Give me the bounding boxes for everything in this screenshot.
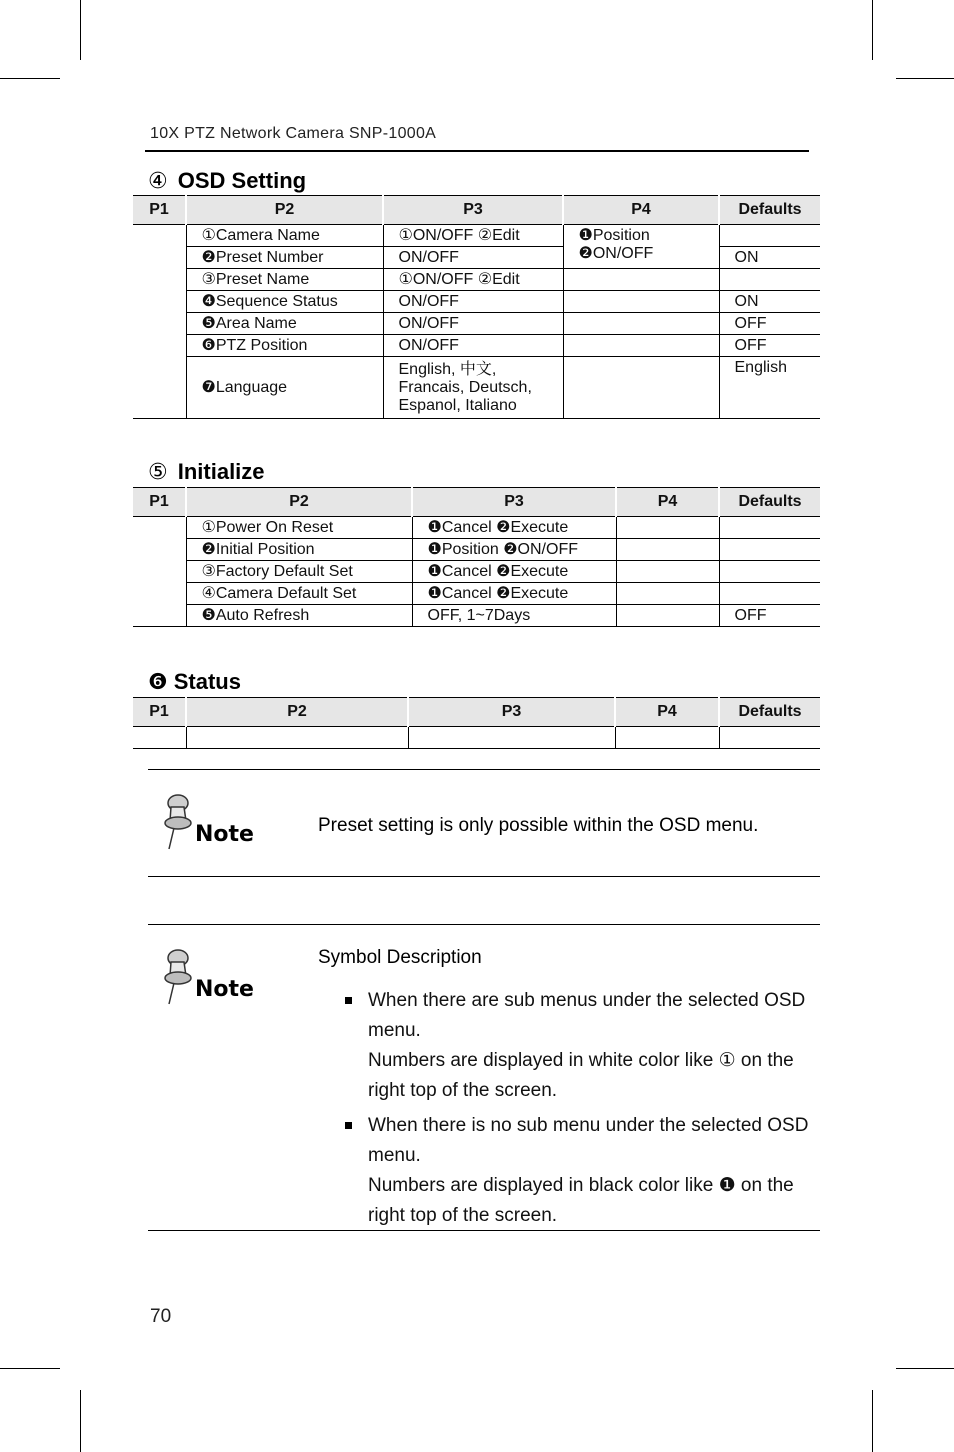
defaults-cell: English [719, 357, 820, 419]
page-header: 10X PTZ Network Camera SNP-1000A [150, 125, 437, 142]
header-rule [145, 150, 809, 152]
p4-cell [616, 561, 719, 583]
p3-line: Espanol, Italiano [398, 396, 517, 414]
note-title: Symbol Description [318, 947, 482, 968]
p3-cell: ①ON/OFF ②Edit [383, 269, 563, 291]
bullet-line: When there is no sub menu under the selected OSD menu. [368, 1115, 809, 1166]
table-row [133, 561, 820, 583]
p4-line: ❷ON/OFF [578, 245, 654, 262]
p2-cell: ①Camera Name [186, 225, 383, 247]
p4-line: ❶Position [578, 227, 650, 244]
p2-cell: ③Preset Name [186, 269, 383, 291]
section-title-text: Status [173, 669, 241, 694]
p4-cell [563, 335, 719, 357]
column-header: P2 [186, 196, 383, 225]
crop-mark [896, 78, 954, 79]
status-title [148, 669, 241, 695]
table-row [133, 605, 820, 627]
crop-mark [80, 1390, 81, 1452]
initialize-title [148, 459, 265, 485]
status-table [133, 697, 820, 749]
table-row [133, 225, 820, 247]
defaults-cell [719, 539, 820, 561]
defaults-cell [719, 269, 820, 291]
crop-mark [0, 78, 60, 79]
p4-cell [616, 605, 719, 627]
initialize-table [133, 487, 820, 627]
section-number: ④ [148, 168, 168, 193]
osd-setting-title [148, 168, 306, 194]
table-row [133, 727, 820, 749]
bullet-line: Numbers are displayed in white color like ① on the right top of the screen. [368, 1050, 794, 1101]
section-number: ⑤ [148, 459, 168, 484]
table-header-row [133, 488, 820, 517]
p2-cell: ❺Auto Refresh [186, 605, 412, 627]
defaults-cell [719, 727, 820, 749]
p2-cell: ❼Language [186, 357, 383, 419]
table-row [133, 335, 820, 357]
p3-cell: ❶Cancel ❷Execute [412, 517, 616, 539]
crop-mark [0, 1368, 60, 1369]
table-row [133, 583, 820, 605]
p1-cell [133, 225, 186, 419]
section-number: ❻ [148, 669, 168, 694]
p2-cell: ❺Area Name [186, 313, 383, 335]
defaults-cell [719, 225, 820, 247]
note-label: Note [195, 822, 254, 847]
bullet-marker [345, 997, 352, 1004]
column-header: P2 [186, 698, 408, 727]
p3-cell: ON/OFF [383, 291, 563, 313]
p1-cell [133, 727, 186, 749]
p4-cell [616, 539, 719, 561]
p3-cell: ①ON/OFF ②Edit [383, 225, 563, 247]
p2-cell: ❷Initial Position [186, 539, 412, 561]
column-header: Defaults [719, 698, 820, 727]
column-header: P3 [383, 196, 563, 225]
p2-cell: ①Power On Reset [186, 517, 412, 539]
p3-cell [408, 727, 615, 749]
defaults-cell: OFF [719, 335, 820, 357]
crop-mark [872, 1390, 873, 1452]
column-header: P4 [616, 488, 719, 517]
column-header: P3 [408, 698, 615, 727]
p3-cell: OFF, 1~7Days [412, 605, 616, 627]
section-title-text: OSD Setting [177, 168, 307, 193]
crop-mark [80, 0, 81, 60]
column-header: P1 [133, 196, 186, 225]
p4-cell [563, 225, 719, 269]
bullet-marker [345, 1122, 352, 1129]
defaults-cell: ON [719, 291, 820, 313]
table-row [133, 517, 820, 539]
page-number: 70 [150, 1306, 172, 1327]
table-row [133, 357, 820, 419]
note-label: Note [195, 977, 254, 1002]
column-header: P4 [615, 698, 719, 727]
table-row [133, 269, 820, 291]
p4-cell [563, 269, 719, 291]
defaults-cell: OFF [719, 605, 820, 627]
p4-cell [615, 727, 719, 749]
p2-cell: ④Camera Default Set [186, 583, 412, 605]
defaults-cell: ON [719, 247, 820, 269]
p2-cell: ③Factory Default Set [186, 561, 412, 583]
bullet-line: When there are sub menus under the selected OSD menu. [368, 990, 806, 1041]
p3-cell: ❶Position ❷ON/OFF [412, 539, 616, 561]
p3-cell: ON/OFF [383, 313, 563, 335]
list-item [345, 1111, 815, 1231]
note-rule [148, 1230, 820, 1231]
note-rule [148, 924, 820, 925]
table-header-row [133, 698, 820, 727]
p4-cell [563, 291, 719, 313]
defaults-cell [719, 561, 820, 583]
p3-line: English, 中文, [398, 360, 497, 378]
pushpin-icon [162, 793, 198, 851]
crop-mark [896, 1368, 954, 1369]
pushpin-icon [162, 948, 198, 1006]
note-rule [148, 876, 820, 877]
defaults-cell [719, 583, 820, 605]
column-header: P1 [133, 698, 186, 727]
p3-cell: ❶Cancel ❷Execute [412, 583, 616, 605]
defaults-cell [719, 517, 820, 539]
bullet-list [345, 986, 815, 1236]
osd-setting-table [133, 195, 820, 419]
list-item [345, 986, 815, 1106]
section-title-text: Initialize [177, 459, 265, 484]
table-row [133, 313, 820, 335]
table-row [133, 539, 820, 561]
p2-cell [186, 727, 408, 749]
table-header-row [133, 196, 820, 225]
p2-cell: ❻PTZ Position [186, 335, 383, 357]
p4-cell [616, 583, 719, 605]
p3-cell [383, 357, 563, 419]
column-header: P1 [133, 488, 186, 517]
note-text: Preset setting is only possible within the OSD menu. [318, 815, 759, 836]
p3-cell: ON/OFF [383, 335, 563, 357]
p4-cell [563, 357, 719, 419]
column-header: P4 [563, 196, 719, 225]
table-row [133, 291, 820, 313]
column-header: Defaults [719, 488, 820, 517]
note-rule [148, 769, 820, 770]
p3-line: Francais, Deutsch, [398, 378, 532, 396]
p2-cell: ❷Preset Number [186, 247, 383, 269]
column-header: Defaults [719, 196, 820, 225]
column-header: P3 [412, 488, 616, 517]
p4-cell [616, 517, 719, 539]
p4-cell [563, 313, 719, 335]
p3-cell: ❶Cancel ❷Execute [412, 561, 616, 583]
p3-cell: ON/OFF [383, 247, 563, 269]
p2-cell: ❹Sequence Status [186, 291, 383, 313]
column-header: P2 [186, 488, 412, 517]
bullet-line: Numbers are displayed in black color like ❶ on the right top of the screen. [368, 1175, 794, 1226]
p1-cell [133, 517, 186, 627]
crop-mark [872, 0, 873, 60]
defaults-cell: OFF [719, 313, 820, 335]
